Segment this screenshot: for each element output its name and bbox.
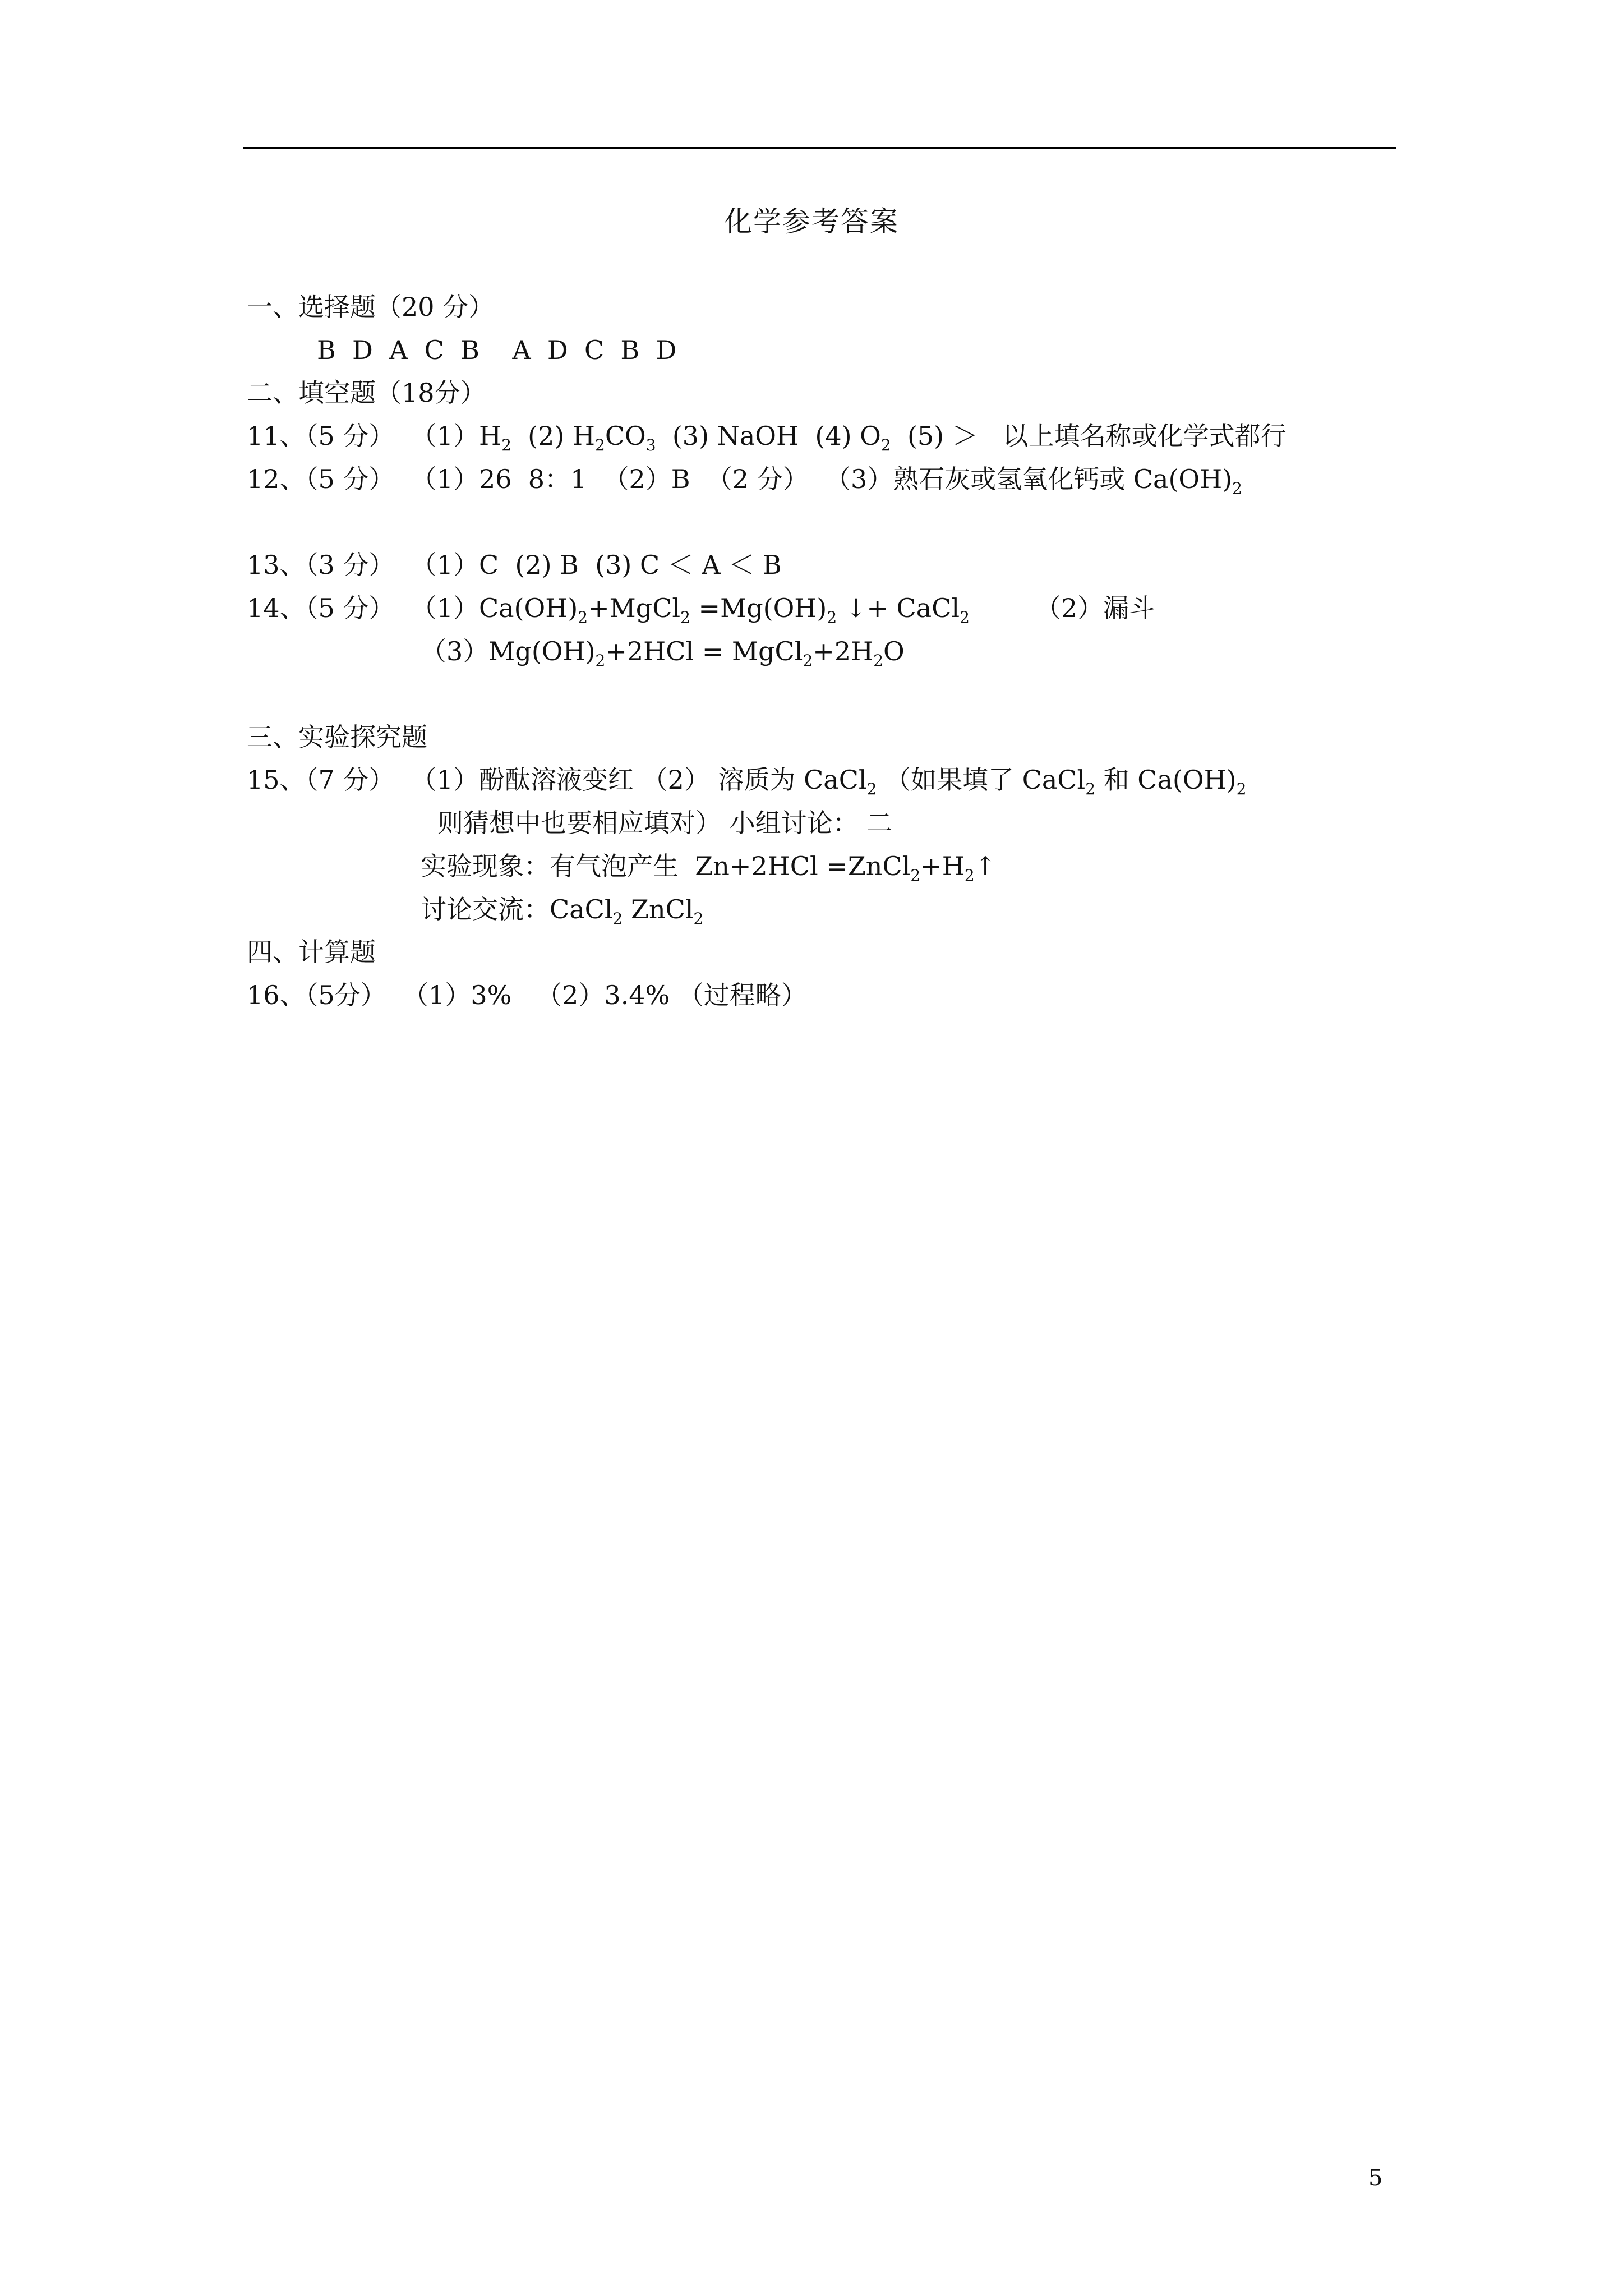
question-label: 13、（3 分）: [247, 550, 395, 580]
question-label: 16、（5分）: [247, 980, 386, 1010]
section-heading-choice: 一、选择题（20 分）: [247, 292, 495, 322]
question-15-line-3: 实验现象：有气泡产生 $Zn+2HCl =ZnCl_2+H_2↑$: [421, 851, 997, 885]
question-11: 11、（5 分） $(1)H_2$ (2) $H_2CO_3$ (3) NaOH (4) $O_2$ (5) ＞ 以上填名称或化学式都行: [247, 421, 1287, 454]
question-15: 15、（7 分） （1）酚酞溶液变红 （2） 溶质为 CaCl$_2$ （如果填了 CaCl$_2$ 和 $Ca(OH)_2$: [247, 765, 1247, 798]
question-15-line-4: 讨论交流：CaCl$_2$ ZnCl$_2$: [421, 894, 704, 928]
section-heading-calculation: 四、计算题: [247, 937, 376, 967]
question-label: 14、（5 分）: [247, 593, 395, 623]
question-15-line-2: 则猜想中也要相应填对） 小组讨论： 二: [437, 808, 893, 838]
question-16: 16、（5分） （1）3% （2）3.4% （过程略）: [247, 980, 807, 1010]
question-14: 14、（5 分） $(1)Ca(OH)_2+MgCl_2 =Mg(OH)_2$ ↓+ CaCl$_2$ （2）漏斗: [247, 593, 1155, 627]
question-label: 15、（7 分）: [247, 765, 395, 795]
question-label: 11、（5 分）: [247, 421, 395, 451]
section-heading-fill: 二、填空题（18分）: [247, 378, 486, 408]
page-number: 5: [1368, 2165, 1383, 2191]
question-13: 13、（3 分） （1）C (2) B (3) C ＜ A ＜ B: [247, 550, 782, 580]
header-rule: [243, 147, 1396, 149]
question-12: 12、（5 分） （1）26 8：1 （2）B （2 分） （3）熟石灰或氢氧化钙或 $Ca(OH)_2$: [247, 464, 1242, 498]
question-14-line-2: $(3)Mg(OH)_2+2HCl$ = $MgCl_2+2H_2O$: [421, 636, 905, 670]
section-heading-experiment: 三、实验探究题: [247, 722, 427, 752]
page-title: 化学参考答案: [724, 205, 899, 238]
question-label: 12、（5 分）: [247, 464, 395, 494]
choice-answers: B D A C B A D C B D: [317, 335, 677, 365]
